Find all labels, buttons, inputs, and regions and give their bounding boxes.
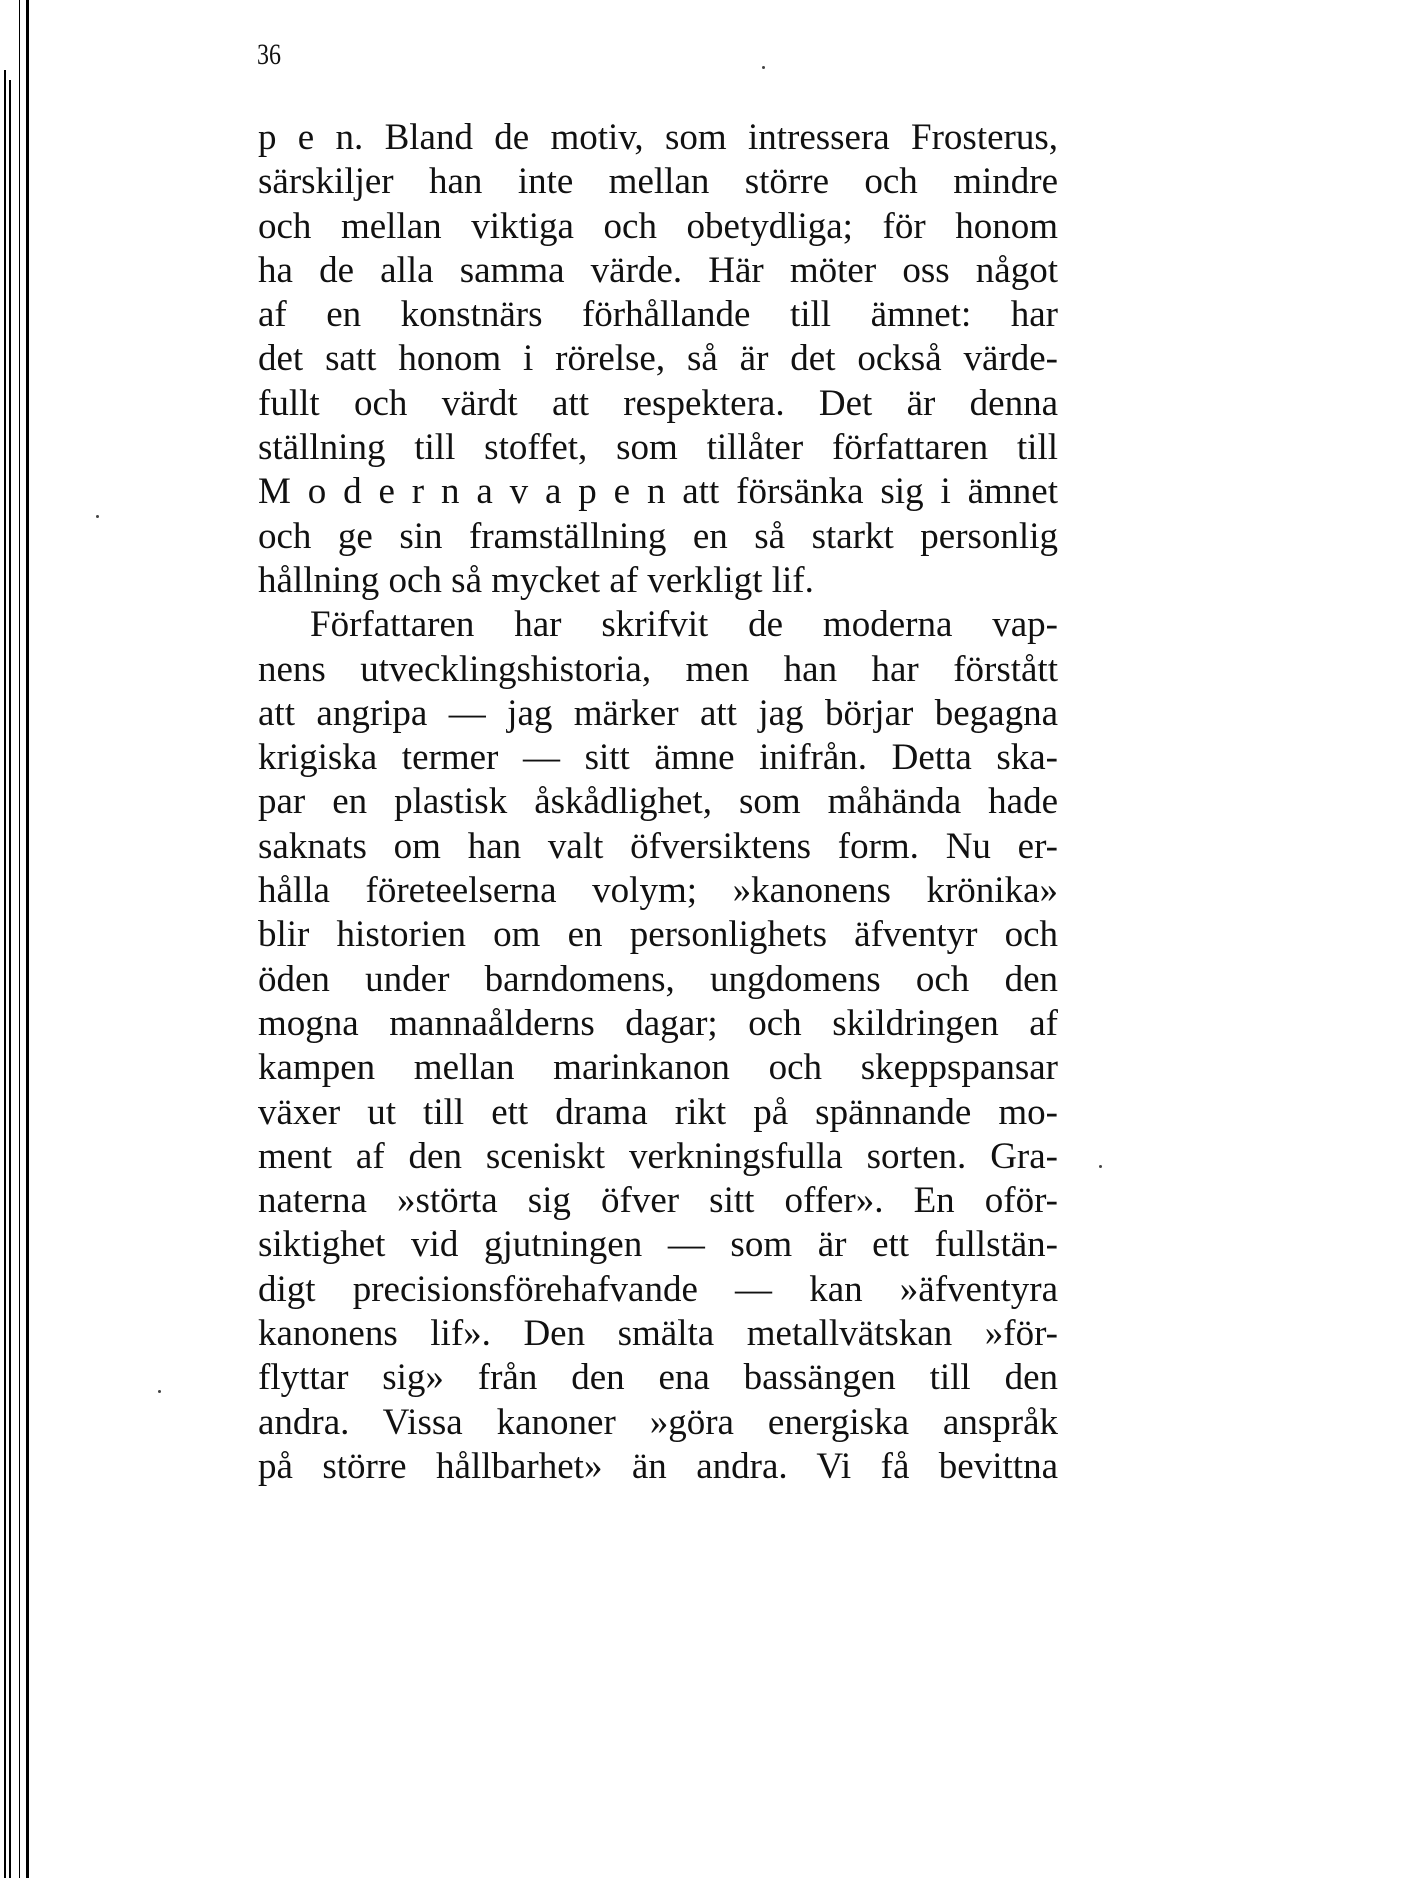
text-line: nens utvecklingshistoria, men han har förstått [258,648,1058,690]
text-line: öden under barndomens, ungdomens och den [258,958,1058,1000]
text-line: p e n. Bland de motiv, som intressera Frosterus, [258,117,1058,158]
binding-edge-line [9,80,11,1878]
scan-speck [1099,1165,1102,1168]
text-line: och ge sin framställning en så starkt personlig [258,515,1058,557]
body-text [258,116,1058,1489]
text-line: kanonens lif». Den smälta metallvätskan »för- [258,1313,1058,1355]
binding-edge-line [19,0,20,1878]
text-line: hållning och så mycket af verkligt lif. [258,559,814,601]
text-line: ment af den sceniskt verkningsfulla sorten. Gra- [258,1135,1058,1177]
text-line: krigiska termer — sitt ämne inifrån. Detta ska- [258,737,1058,779]
text-line: blir historien om en personlighets äfventyr och [258,914,1058,956]
binding-edge-line [4,70,6,1878]
text-line: att angripa — jag märker att jag börjar begagna [258,692,1058,734]
text-line: flyttar sig» från den ena bassängen till den [258,1357,1058,1399]
text-line: fullt och värdt att respektera. Det är denna [258,382,1058,424]
text-line: andra. Vissa kanoner »göra energiska anspråk [258,1401,1058,1443]
text-line: saknats om han valt öfversiktens form. Nu er- [258,825,1058,867]
text-line: par en plastisk åskådlighet, som måhända hade [258,781,1058,823]
text-line: naterna »störta sig öfver sitt offer». En oför- [258,1180,1058,1222]
text-line: digt precisionsförehafvande — kan »äfventyra [258,1268,1058,1310]
text-line: mogna mannaålderns dagar; och skildringen af [258,1002,1058,1044]
text-line: Författaren har skrifvit de moderna vap- [310,604,1058,646]
text-line: särskiljer han inte mellan större och mindre [258,161,1058,203]
text-line: växer ut till ett drama rikt på spännande mo- [258,1091,1058,1133]
text-line: det satt honom i rörelse, så är det också värde- [258,338,1058,380]
text-line: M o d e r n a v a p e n att försänka sig i ämnet [258,471,1058,513]
text-line: på större hållbarhet» än andra. Vi få bevittna [258,1445,1058,1487]
scan-speck [158,1390,161,1393]
scan-speck [96,515,99,518]
text-line: kampen mellan marinkanon och skeppspansar [258,1047,1058,1089]
text-line: siktighet vid gjutningen — som är ett fullstän- [258,1224,1058,1266]
scan-speck [762,66,765,69]
text-line: och mellan viktiga och obetydliga; för honom [258,205,1058,247]
text-line: af en konstnärs förhållande till ämnet: har [258,294,1058,336]
text-line: ha de alla samma värde. Här möter oss något [258,249,1058,291]
text-line: ställning till stoffet, som tillåter författaren till [258,427,1058,469]
binding-edge-line [26,0,29,1878]
page-number: 36 [257,38,281,71]
text-line: hålla företeelserna volym; »kanonens krönika» [258,870,1058,912]
